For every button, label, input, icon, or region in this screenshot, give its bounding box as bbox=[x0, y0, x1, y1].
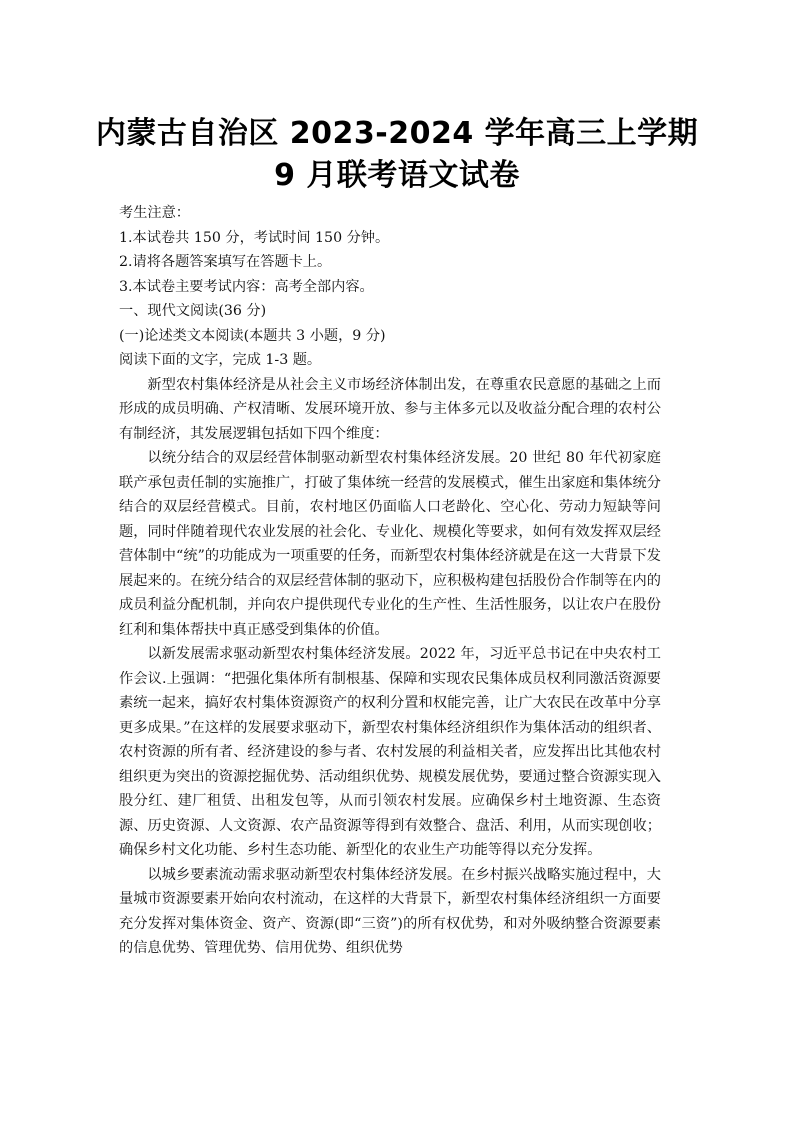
passage-paragraph: 新型农村集体经济是从社会主义市场经济体制出发，在尊重农民意愿的基础之上而形成的成员明确、产权清晰、发展环境开放、参与主体多元以及收益分配合理的农村公有制经济，其发展逻辑包括如下四个维度： bbox=[119, 376, 661, 442]
document-title-line-1: 内蒙古自治区 2023-2024 学年高三上学期 bbox=[95, 116, 699, 151]
passage-paragraph: 以新发展需求驱动新型农村集体经济发展。2022 年，习近平总书记在中央农村工作会议.上强调：“把强化集体所有制根基、保障和实现农民集体成员权利同激活资源要素统一起来，搞好农村集体资源资产的权利分置和权能完善，让广大农民在改革中分享更多成果。”在这样的发展要求驱动下，新型农村集体经济组织作为集体活动的组织者、农村资源的所有者、经济建设的参与者、农村发展的利益相关者，应发挥出比其他农村组织更为突出的资源挖掘优势、活动组织优势、规模发展优势，要通过整合资源实现入股分红、建厂租赁、出租发包等，从而引领农村发展。应确保乡村土地资源、生态资源、历史资源、人文资源、农产品资源等得到有效整合、盘活、利用，从而实现创收；确保乡村文化功能、乡村生态功能、新型化的农业生产功能等得以充分发挥。 bbox=[119, 646, 661, 858]
document-body bbox=[119, 201, 661, 961]
notice-item: 3.本试卷主要考试内容：高考全部内容。 bbox=[119, 278, 374, 295]
section-heading: 一、现代文阅读(36 分) bbox=[119, 303, 267, 319]
document-title-line-2: 9 月联考语文试卷 bbox=[274, 158, 520, 193]
notice-heading: 考生注意： bbox=[119, 205, 190, 221]
section-subheading: (一)论述类文本阅读(本题共 3 小题，9 分) bbox=[119, 327, 386, 344]
notice-item: 2.请将各题答案填写在答题卡上。 bbox=[119, 254, 332, 270]
reading-instruction: 阅读下面的文字，完成 1-3 题。 bbox=[119, 352, 322, 368]
passage-paragraph: 以城乡要素流动需求驱动新型农村集体经济发展。在乡村振兴战略实施过程中，大量城市资源要素开始向农村流动，在这样的大背景下，新型农村集体经济组织一方面要充分发挥对集体资金、资产、资源(即“三资”)的所有权优势，和对外吸纳整合资源要素的信息优势、管理优势、信用优势、组织优势 bbox=[119, 866, 661, 956]
passage-paragraph: 以统分结合的双层经营体制驱动新型农村集体经济发展。20 世纪 80 年代初家庭联产承包责任制的实施推广，打破了集体统一经营的发展模式，催生出家庭和集体统分结合的双层经营模式。目前，农村地区仍面临人口老龄化、空心化、劳动力短缺等问题，同时伴随着现代农业发展的社会化、专业化、规模化等要求，如何有效发挥双层经营体制中“统”的功能成为一项重要的任务，而新型农村集体经济就是在这一大背景下发展起来的。在统分结合的双层经营体制的驱动下，应积极构建包括股份合作制等在内的成员利益分配机制，并向农户提供现代专业化的生产性、生活性服务，以让农户在股份红利和集体帮扶中真正感受到集体的价值。 bbox=[119, 450, 661, 638]
notice-item: 1.本试卷共 150 分，考试时间 150 分钟。 bbox=[119, 229, 390, 246]
